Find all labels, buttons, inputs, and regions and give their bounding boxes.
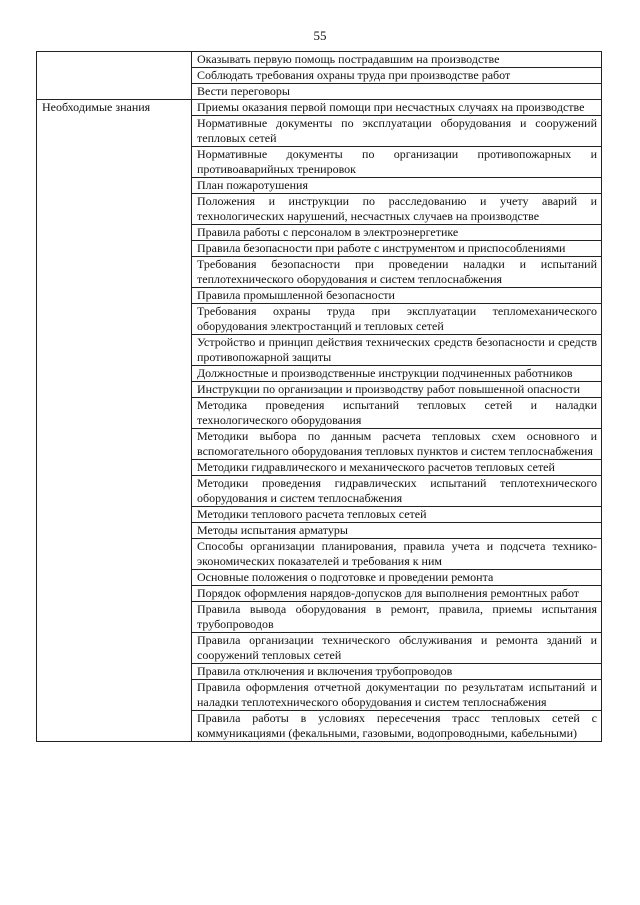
requirement-cell: Правила безопасности при работе с инструментом и приспособлениями xyxy=(192,241,602,257)
requirement-cell: Методика проведения испытаний тепловых сетей и наладки технологического оборудования xyxy=(192,398,602,429)
requirement-cell: Методики выбора по данным расчета тепловых схем основного и вспомогательного оборудования тепловых пунктов и систем теплоснабжения xyxy=(192,429,602,460)
requirement-cell: Методики проведения гидравлических испытаний теплотехнического оборудования и систем теплоснабжения xyxy=(192,476,602,507)
requirement-cell: Требования охраны труда при эксплуатации тепломеханического оборудования электростанций и тепловых сетей xyxy=(192,304,602,335)
requirement-cell: Устройство и принцип действия технических средств безопасности и средств противопожарной защиты xyxy=(192,335,602,366)
requirement-cell: Порядок оформления нарядов-допусков для выполнения ремонтных работ xyxy=(192,586,602,602)
requirement-cell: Положения и инструкции по расследованию и учету аварий и технологических нарушений, несчастных случаев на производстве xyxy=(192,194,602,225)
requirement-cell: Методики гидравлического и механического расчетов тепловых сетей xyxy=(192,460,602,476)
requirement-cell: Правила вывода оборудования в ремонт, правила, приемы испытания трубопроводов xyxy=(192,602,602,633)
table-row xyxy=(37,100,602,116)
requirement-cell: Основные положения о подготовке и проведении ремонта xyxy=(192,570,602,586)
requirement-cell: Правила промышленной безопасности xyxy=(192,288,602,304)
requirement-cell: Требования безопасности при проведении наладки и испытаний теплотехнического оборудования и систем теплоснабжения xyxy=(192,257,602,288)
requirement-cell: Способы организации планирования, правила учета и подсчета технико-экономических показателей и требования к ним xyxy=(192,539,602,570)
requirements-table-body xyxy=(37,52,602,742)
requirement-cell: Вести переговоры xyxy=(192,84,602,100)
requirement-cell: Нормативные документы по организации противопожарных и противоаварийных тренировок xyxy=(192,147,602,178)
requirement-cell: Правила оформления отчетной документации по результатам испытаний и наладки теплотехнического оборудования и систем теплоснабжения xyxy=(192,680,602,711)
continued-section-label xyxy=(37,52,192,100)
requirement-cell: Правила отключения и включения трубопроводов xyxy=(192,664,602,680)
requirement-cell: Правила работы в условиях пересечения трасс тепловых сетей с коммуникациями (фекальными, газовыми, водопроводными, кабельными) xyxy=(192,711,602,742)
requirement-cell: Должностные и производственные инструкции подчиненных работников xyxy=(192,366,602,382)
requirement-cell: Методы испытания арматуры xyxy=(192,523,602,539)
section-label-knowledge: Необходимые знания xyxy=(37,100,192,742)
requirement-cell: Оказывать первую помощь пострадавшим на производстве xyxy=(192,52,602,68)
requirement-cell: Методики теплового расчета тепловых сетей xyxy=(192,507,602,523)
requirement-cell: Правила организации технического обслуживания и ремонта зданий и сооружений тепловых сетей xyxy=(192,633,602,664)
requirement-cell: Приемы оказания первой помощи при несчастных случаях на производстве xyxy=(192,100,602,116)
requirement-cell: План пожаротушения xyxy=(192,178,602,194)
requirement-cell: Инструкции по организации и производству работ повышенной опасности xyxy=(192,382,602,398)
table-row xyxy=(37,52,602,68)
requirement-cell: Правила работы с персоналом в электроэнергетике xyxy=(192,225,602,241)
requirement-cell: Нормативные документы по эксплуатации оборудования и сооружений тепловых сетей xyxy=(192,116,602,147)
page-number: 55 xyxy=(313,28,327,43)
requirements-table xyxy=(36,51,602,742)
requirement-cell: Соблюдать требования охраны труда при производстве работ xyxy=(192,68,602,84)
